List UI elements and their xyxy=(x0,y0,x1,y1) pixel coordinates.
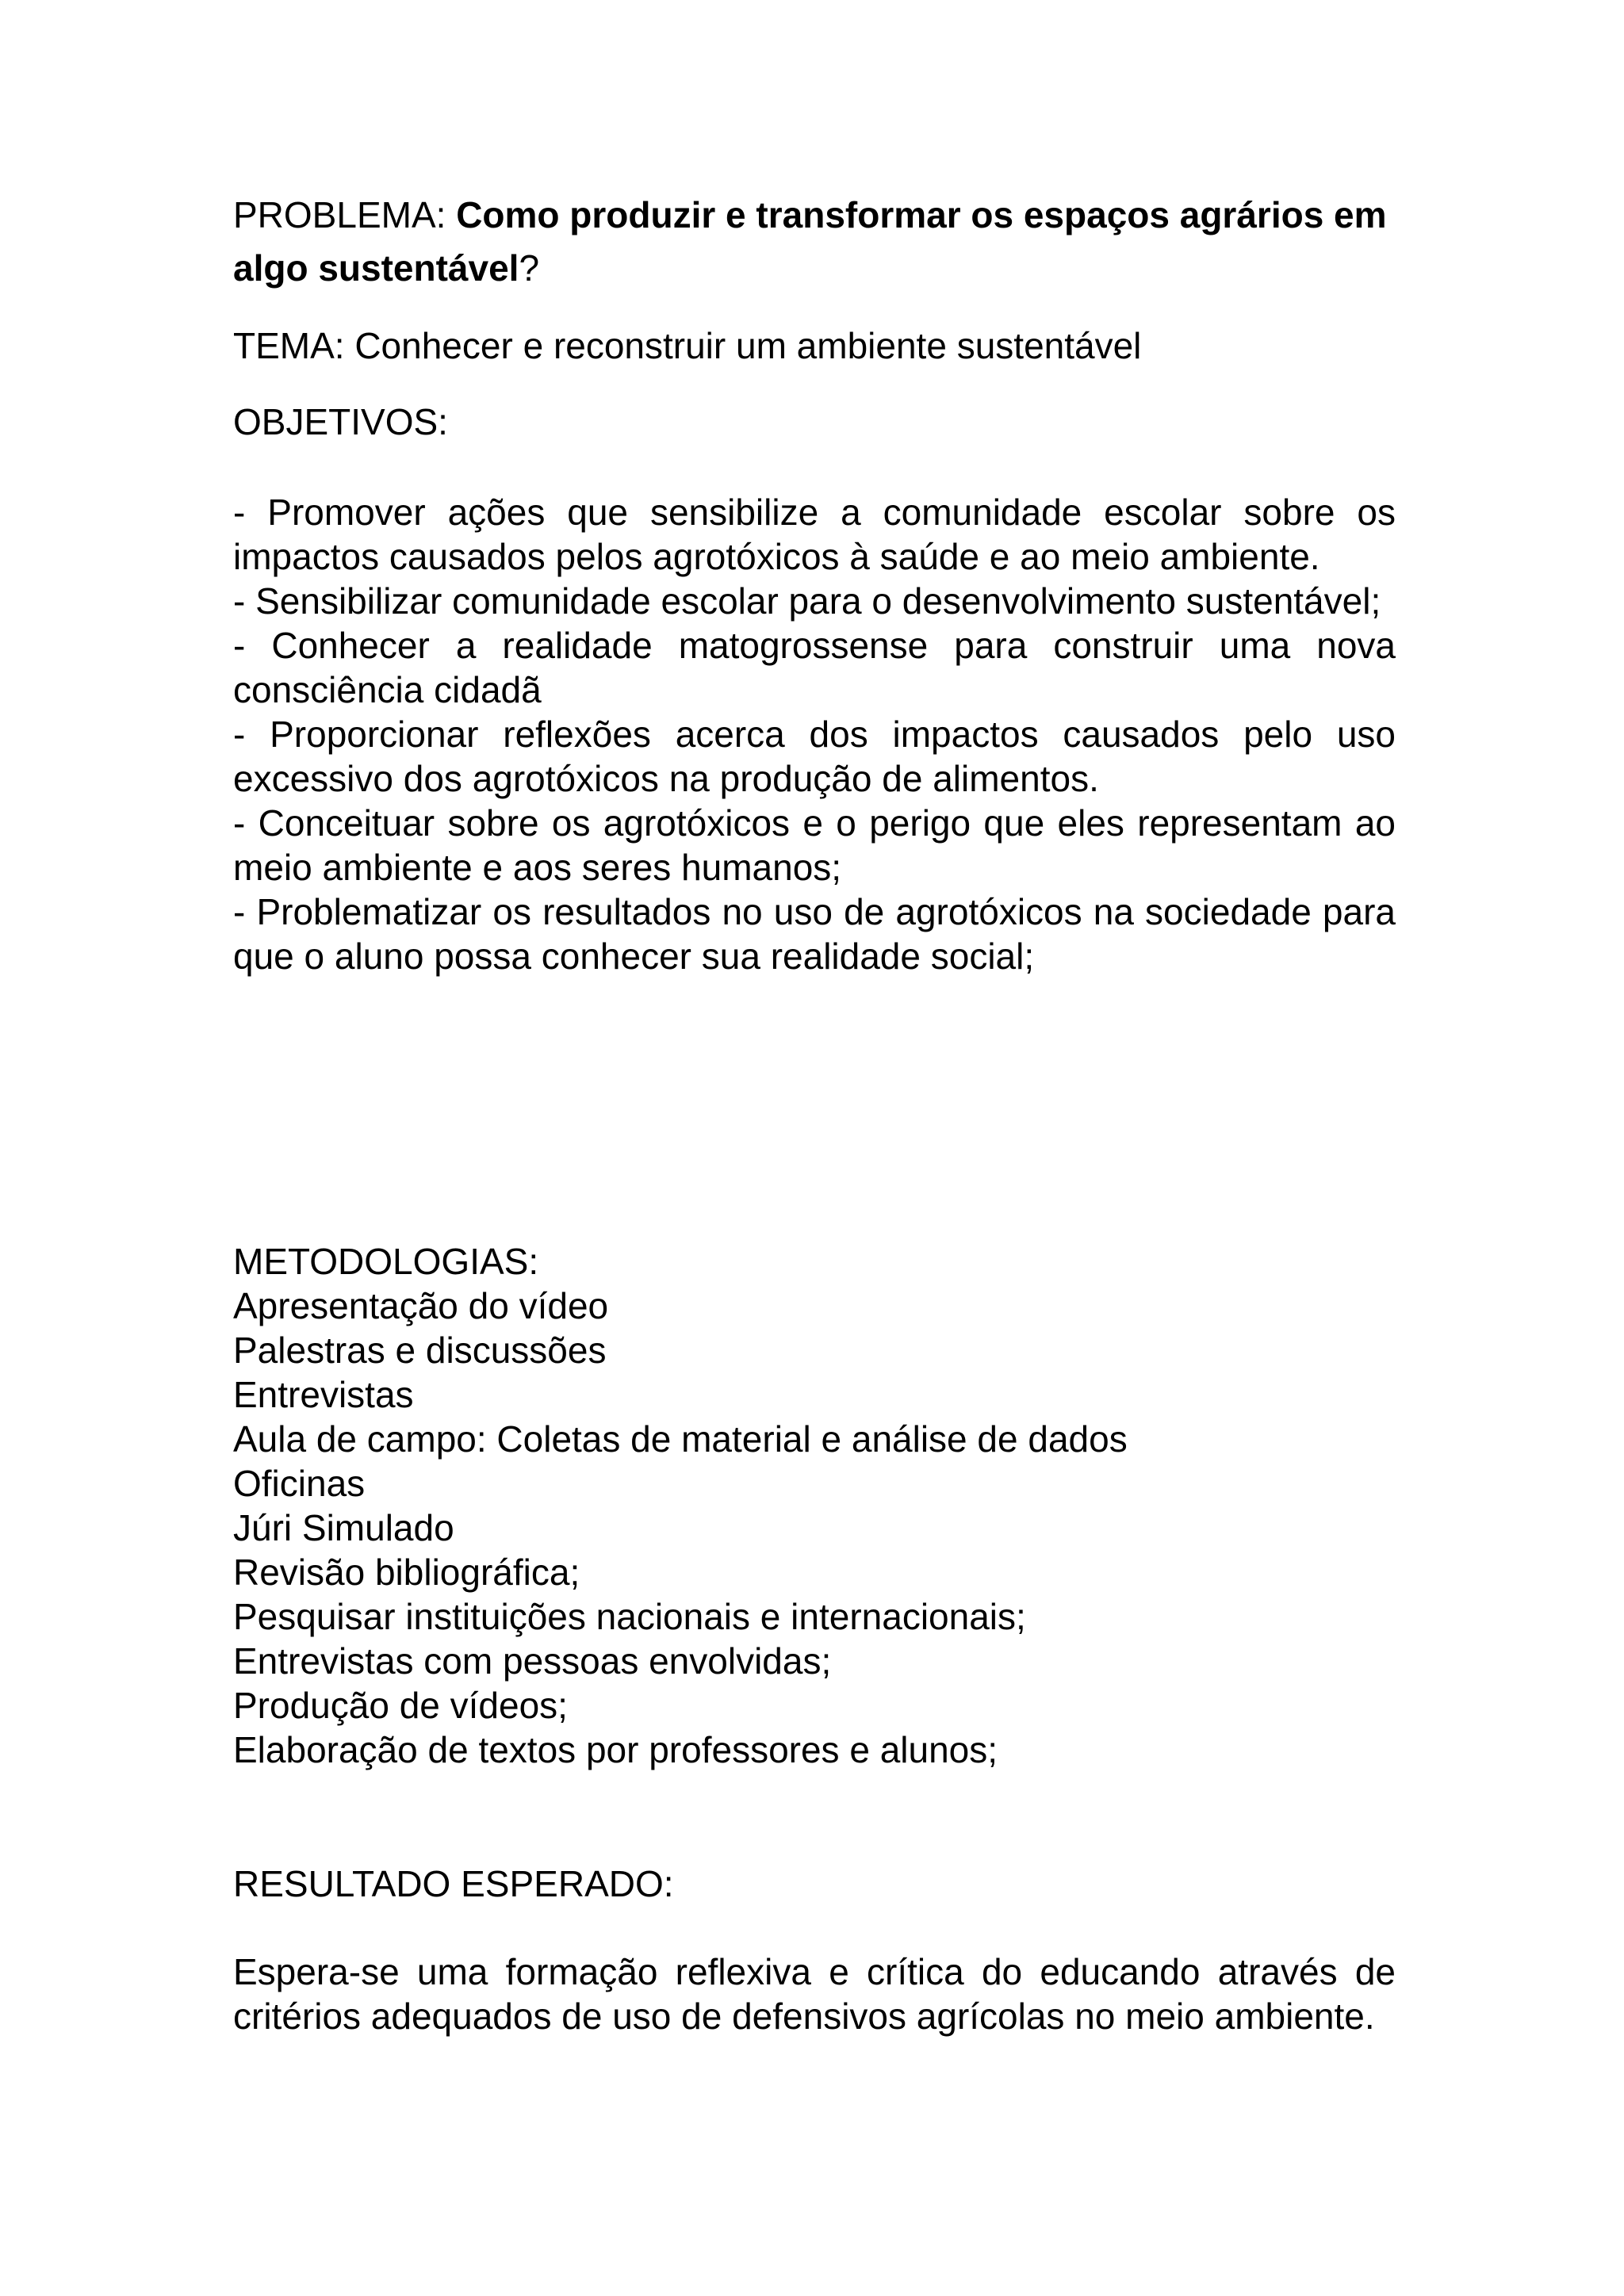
metodologia-item: Júri Simulado xyxy=(233,1507,454,1548)
resultado-heading: RESULTADO ESPERADO: xyxy=(233,1863,674,1904)
objetivo-item: - Conceituar sobre os agrotóxicos e o perigo que eles representam ao meio ambiente e aos seres humanos; xyxy=(233,802,1396,888)
metodologias-heading: METODOLOGIAS: xyxy=(233,1241,539,1282)
problema-label: PROBLEMA: xyxy=(233,194,457,235)
metodologia-item: Entrevistas com pessoas envolvidas; xyxy=(233,1640,832,1682)
document-page xyxy=(233,0,1396,2296)
objetivo-item: - Promover ações que sensibilize a comunidade escolar sobre os impactos causados pelos agrotóxicos à saúde e ao meio ambiente. xyxy=(233,492,1396,577)
objetivo-item: - Sensibilizar comunidade escolar para o desenvolvimento sustentável; xyxy=(233,580,1381,622)
objetivos-heading: OBJETIVOS: xyxy=(233,401,448,442)
metodologia-item: Produção de vídeos; xyxy=(233,1685,568,1726)
metodologia-item: Apresentação do vídeo xyxy=(233,1285,609,1326)
metodologia-item: Entrevistas xyxy=(233,1374,414,1415)
resultado-paragraph: Espera-se uma formação reflexiva e crítica do educando através de critérios adequados de uso de defensivos agrícolas no meio ambiente. xyxy=(233,1951,1396,2037)
objetivo-item: - Conhecer a realidade matogrossense para construir uma nova consciência cidadã xyxy=(233,625,1396,710)
metodologia-item: Oficinas xyxy=(233,1463,366,1504)
metodologia-item: Palestras e discussões xyxy=(233,1330,607,1371)
metodologia-item: Elaboração de textos por professores e alunos; xyxy=(233,1729,998,1770)
objetivo-item: - Problematizar os resultados no uso de agrotóxicos na sociedade para que o aluno possa conhecer sua realidade social; xyxy=(233,891,1396,977)
metodologias-list xyxy=(233,1284,1396,1772)
problema-paragraph xyxy=(233,189,1396,295)
metodologia-item: Aula de campo: Coletas de material e análise de dados xyxy=(233,1418,1128,1460)
tema-paragraph: TEMA: Conhecer e reconstruir um ambiente sustentável xyxy=(233,325,1142,366)
problema-question: Como produzir e transformar os espaços agrários em algo sustentável xyxy=(233,194,1387,289)
metodologia-item: Revisão bibliográfica; xyxy=(233,1552,580,1593)
metodologia-item: Pesquisar instituições nacionais e internacionais; xyxy=(233,1596,1026,1637)
objetivo-item: - Proporcionar reflexões acerca dos impactos causados pelo uso excessivo dos agrotóxicos na produção de alimentos. xyxy=(233,714,1396,799)
objetivos-list xyxy=(233,490,1396,978)
problema-question-mark: ? xyxy=(519,247,540,289)
